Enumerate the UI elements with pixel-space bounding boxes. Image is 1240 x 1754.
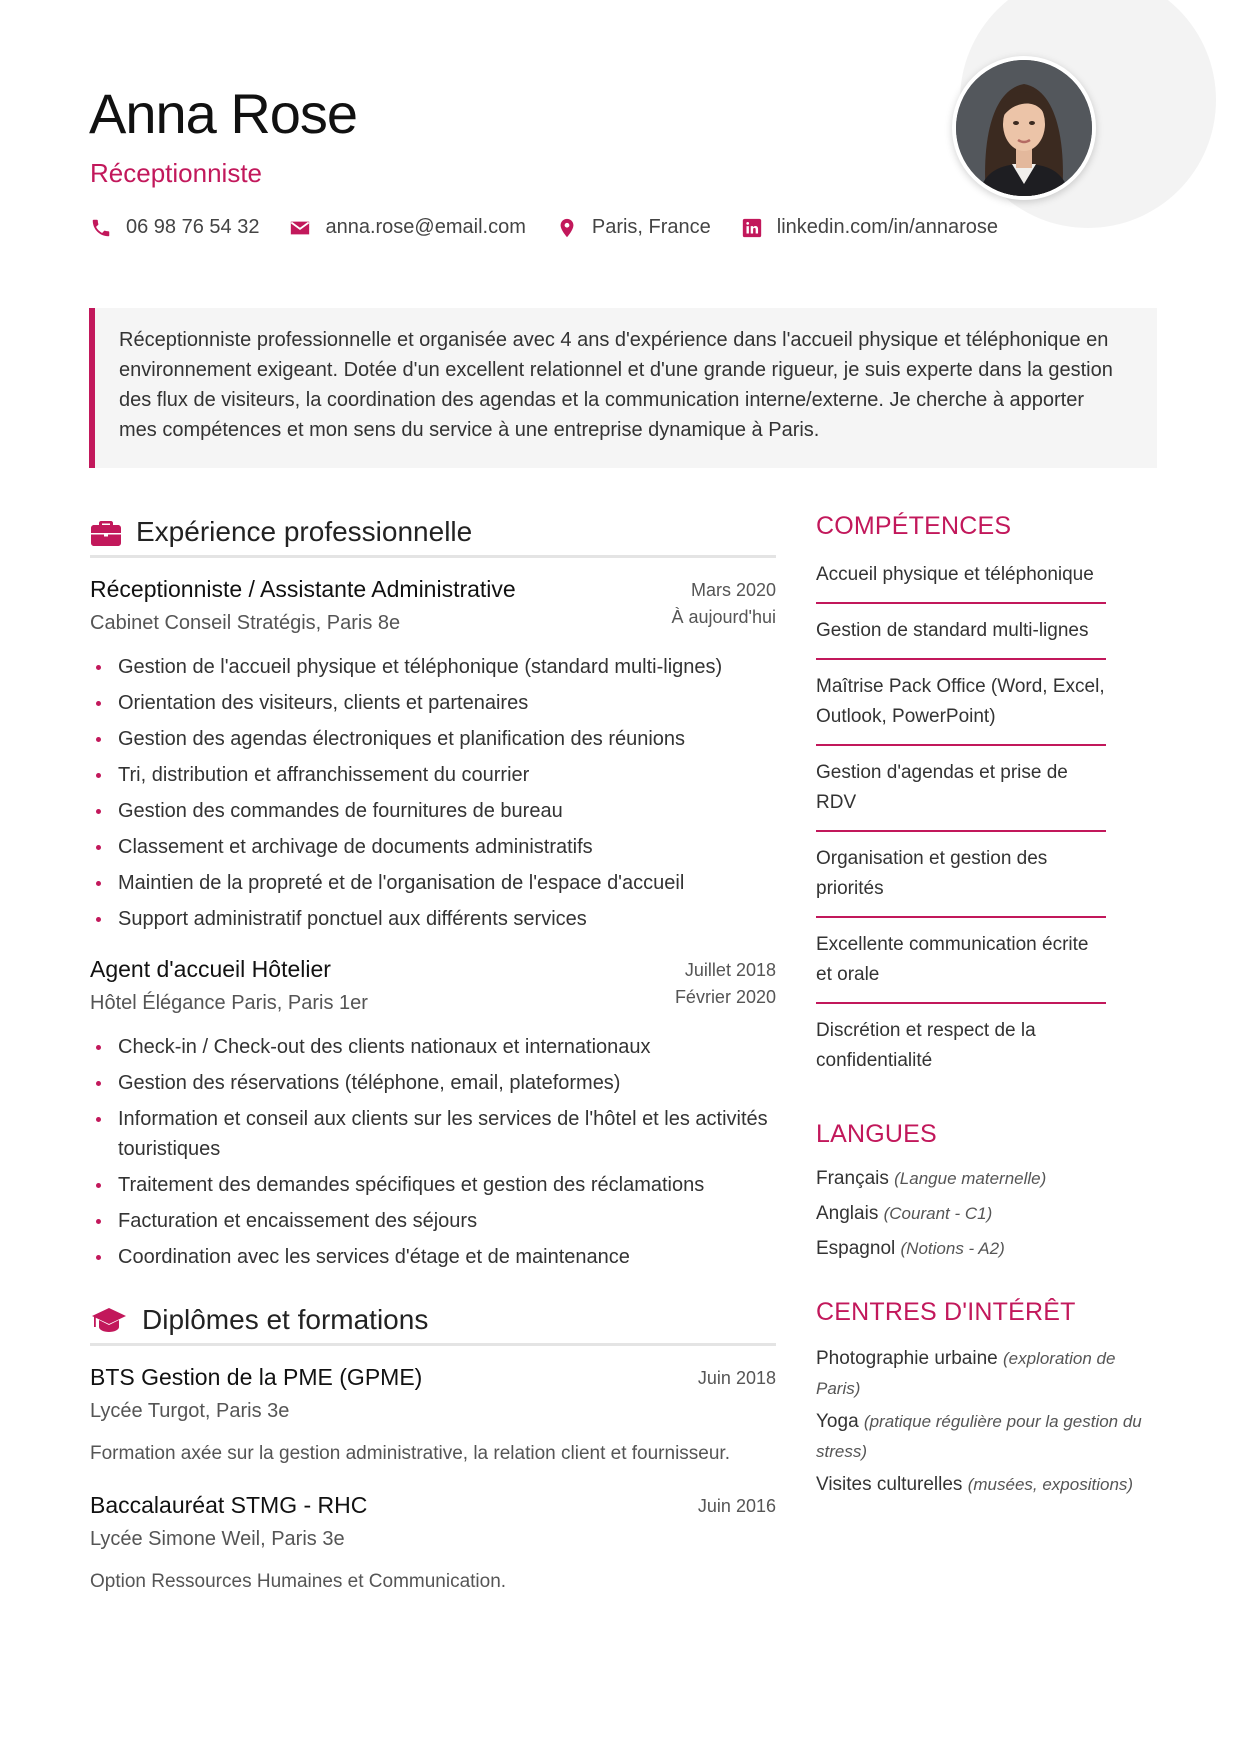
briefcase-icon [90, 517, 122, 547]
main-column [90, 508, 776, 1596]
contact-email[interactable] [289, 216, 525, 239]
interest-note: (pratique régulière pour la gestion du stress) [816, 1412, 1142, 1461]
language-item [816, 1234, 1160, 1264]
contact-location [556, 216, 711, 239]
language-level: (Notions - A2) [900, 1239, 1005, 1258]
task-item: Gestion des agendas électroniques et planification des réunions [90, 724, 776, 754]
job-dates [675, 954, 776, 1018]
job-start: Mars 2020 [690, 580, 776, 600]
location-text: Paris, France [591, 216, 711, 238]
interest-item [816, 1407, 1160, 1467]
job-tasks [90, 1032, 776, 1272]
degree-description: Formation axée sur la gestion administrative, la relation client et fournisseur. [90, 1443, 730, 1464]
language-name: Français [816, 1168, 889, 1189]
graduation-cap-icon [90, 1305, 128, 1335]
linkedin-text: linkedin.com/in/annarose [776, 216, 999, 238]
linkedin-icon [741, 217, 763, 239]
experience-heading: Expérience professionnelle [136, 515, 473, 547]
education-entry [90, 1362, 776, 1468]
job-company: Hôtel Élégance Paris, Paris 1er [90, 992, 368, 1014]
phone-text: 06 98 76 54 32 [126, 216, 260, 238]
email-text: anna.rose@email.com [325, 216, 526, 238]
profile-photo [952, 56, 1096, 200]
interest-name: Photographie urbaine [816, 1348, 998, 1369]
degree-date: Juin 2016 [697, 1496, 776, 1516]
task-item: Check-in / Check-out des clients nationaux et internationaux [90, 1032, 776, 1062]
school-name: Lycée Simone Weil, Paris 3e [90, 1528, 345, 1550]
degree-description: Option Ressources Humaines et Communication. [90, 1571, 507, 1592]
language-level: (Courant - C1) [883, 1204, 993, 1223]
job-tasks [90, 652, 776, 934]
education-entry [90, 1490, 776, 1596]
interest-name: Visites culturelles [816, 1474, 963, 1495]
interest-item [816, 1344, 1160, 1404]
task-item: Tri, distribution et affranchissement du courrier [90, 760, 776, 790]
task-item: Maintien de la propreté et de l'organisation de l'espace d'accueil [90, 868, 776, 898]
skill-item: Organisation et gestion des priorités [816, 832, 1106, 918]
candidate-title: Réceptionniste [90, 158, 262, 188]
degree-date: Juin 2018 [697, 1368, 776, 1388]
contact-bar [90, 216, 1028, 239]
task-item: Support administratif ponctuel aux différents services [90, 904, 776, 934]
interests-list [816, 1344, 1160, 1500]
interest-item [816, 1470, 1160, 1500]
education-heading: Diplômes et formations [142, 1303, 429, 1335]
candidate-name: Anna Rose [89, 82, 358, 145]
language-item [816, 1199, 1160, 1229]
interests-heading: CENTRES D'INTÉRÊT [816, 1298, 1076, 1326]
task-item: Information et conseil aux clients sur les services de l'hôtel et les activités touristiques [90, 1104, 776, 1164]
contact-phone[interactable] [90, 216, 259, 239]
skill-item: Excellente communication écrite et orale [816, 918, 1106, 1004]
school-name: Lycée Turgot, Paris 3e [90, 1400, 290, 1422]
profile-summary: Réceptionniste professionnelle et organisée avec 4 ans d'expérience dans l'accueil physique et téléphonique en environnement exigeant. Dotée d'un excellent relationnel et d'une grande rigueur, je suis experte dans la gestion des flux de visiteurs, la coordination des agendas et la communication interne/externe. Je cherche à apporter mes compétences et mon sens du service à une entreprise dynamique à Paris. [89, 308, 1157, 468]
skills-list [816, 548, 1160, 1088]
interest-name: Yoga [816, 1411, 859, 1432]
job-dates [671, 574, 776, 638]
job-entry [90, 954, 776, 1272]
skill-item: Maîtrise Pack Office (Word, Excel, Outlook, PowerPoint) [816, 660, 1106, 746]
skill-item: Gestion d'agendas et prise de RDV [816, 746, 1106, 832]
languages-list [816, 1164, 1160, 1264]
skill-item: Gestion de standard multi-lignes [816, 604, 1106, 660]
interest-note: (musées, expositions) [967, 1475, 1134, 1494]
skill-item: Discrétion et respect de la confidentialité [816, 1020, 1036, 1071]
task-item: Gestion de l'accueil physique et téléphonique (standard multi-lignes) [90, 652, 776, 682]
job-title: Réceptionniste / Assistante Administrative [90, 576, 516, 602]
job-start: Juillet 2018 [684, 960, 776, 980]
experience-section-header [90, 508, 776, 558]
task-item: Coordination avec les services d'étage et de maintenance [90, 1242, 776, 1272]
skills-heading: COMPÉTENCES [816, 512, 1012, 540]
task-item: Facturation et encaissement des séjours [90, 1206, 776, 1236]
languages-heading: LANGUES [816, 1120, 937, 1148]
degree-title: BTS Gestion de la PME (GPME) [90, 1364, 423, 1390]
interest-note: (exploration de Paris) [816, 1349, 1116, 1398]
language-name: Espagnol [816, 1238, 896, 1259]
language-item [816, 1164, 1160, 1194]
task-item: Traitement des demandes spécifiques et gestion des réclamations [90, 1170, 776, 1200]
task-item: Gestion des commandes de fournitures de bureau [90, 796, 776, 826]
education-section-header [90, 1296, 776, 1346]
sidebar-column [816, 508, 1160, 1503]
contact-linkedin[interactable] [741, 216, 998, 239]
job-entry [90, 574, 776, 934]
task-item: Classement et archivage de documents administratifs [90, 832, 776, 862]
job-company: Cabinet Conseil Stratégis, Paris 8e [90, 612, 401, 634]
language-name: Anglais [816, 1203, 879, 1224]
task-item: Gestion des réservations (téléphone, email, plateformes) [90, 1068, 776, 1098]
job-title: Agent d'accueil Hôtelier [90, 956, 331, 982]
task-item: Orientation des visiteurs, clients et partenaires [90, 688, 776, 718]
phone-icon [90, 217, 112, 239]
envelope-icon [289, 217, 311, 239]
job-end: À aujourd'hui [671, 607, 776, 627]
skill-item: Accueil physique et téléphonique [816, 548, 1106, 604]
job-end: Février 2020 [674, 987, 776, 1007]
language-level: (Langue maternelle) [894, 1169, 1047, 1188]
degree-title: Baccalauréat STMG - RHC [90, 1492, 368, 1518]
map-pin-icon [556, 217, 578, 239]
